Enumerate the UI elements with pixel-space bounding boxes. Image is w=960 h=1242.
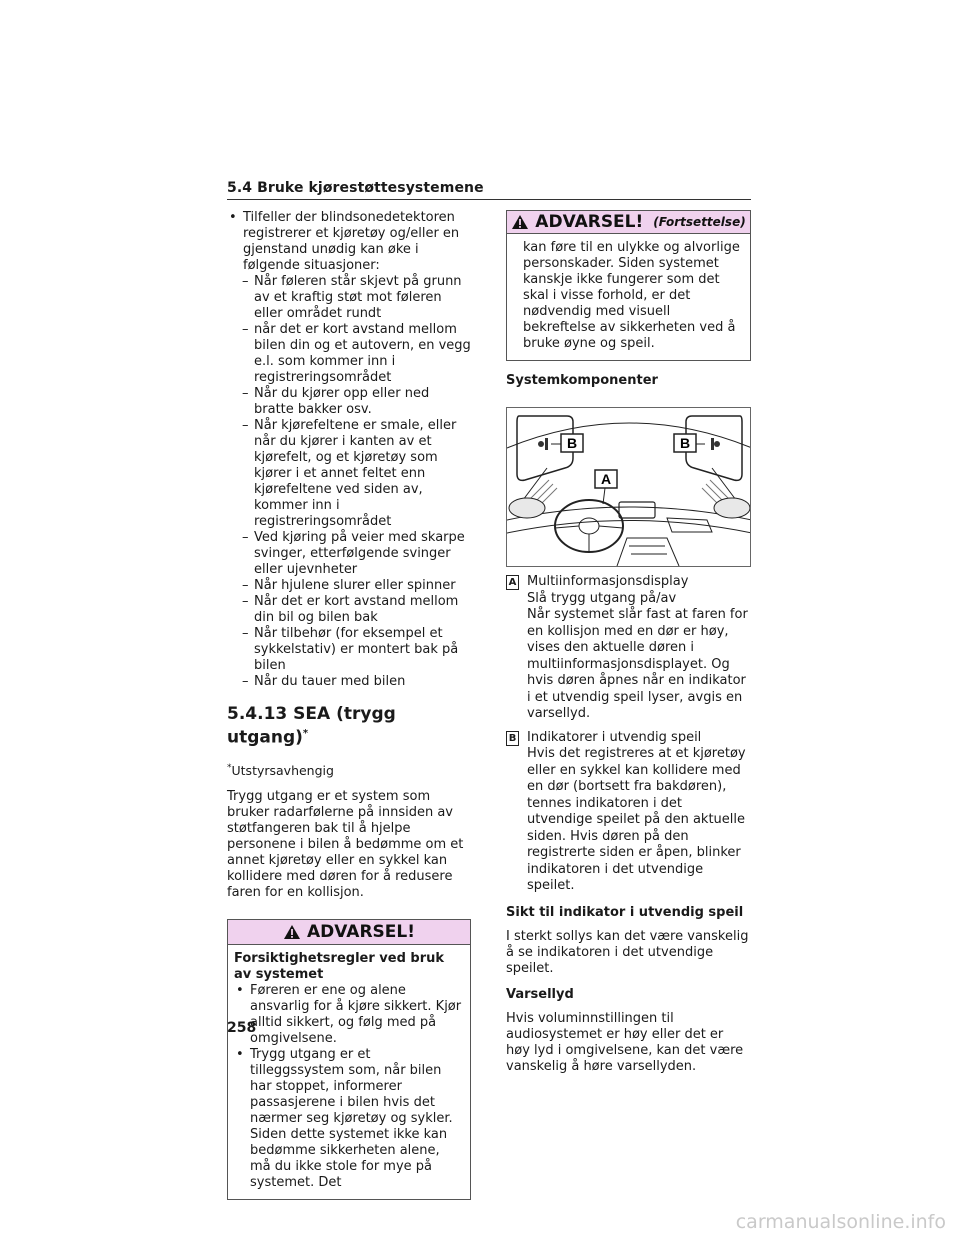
intro-paragraph: Trygg utgang er et system som bruker radarfølerne på innsiden av støtfangeren bak til å hjelpe personene i bilen å bedømme om et annet kjøretøy eller en sykkel kan kollidere med døren for å redusere faren for en kollisjon. — [227, 788, 464, 900]
dash-item: – Ved kjøring på veier med skarpe svinger, etterfølgende svinger eller ujevnheter — [242, 530, 465, 577]
page-header — [227, 180, 751, 200]
dash-item: – Når hjulene slurer eller spinner — [242, 578, 456, 593]
right-column — [506, 210, 751, 1075]
components-title: Systemkomponenter — [506, 373, 658, 388]
warning-continued-header — [507, 211, 750, 234]
callout-b-line: Hvis det registreres at et kjøretøy eller en sykkel kan kollidere med en dør (bortsett fra bakdøren), tennes indikatoren i det utvendige speilet på den aktuelle siden. Hvis døren på den registrerte siden er åpen, blinker indikatoren i det utvendige speilet. — [527, 746, 746, 893]
left-column — [227, 210, 471, 1200]
header-title: 5.4 Bruke kjørestøttesystemene — [227, 180, 484, 196]
callout-b-title: Indikatorer i utvendig speil — [527, 729, 702, 745]
warning-continued-box — [506, 210, 751, 361]
dash-item: – Når du tauer med bilen — [242, 674, 406, 689]
label-a: A — [600, 471, 612, 487]
label-b-right: B — [679, 435, 691, 451]
warning-triangle-icon — [511, 214, 529, 230]
callout-a-title: Multiinformasjonsdisplay — [527, 574, 689, 589]
warning-header — [228, 920, 470, 945]
warning-bullet: • Føreren er ene og alene ansvarlig for å kjøre sikkert. Kjør alltid sikkert, og følg med på omgivelsene. — [234, 983, 464, 1047]
section-title: 5.4.13 SEA (trygg utgang)* — [227, 704, 396, 748]
header-rule — [227, 199, 751, 200]
callout-b — [506, 730, 751, 895]
warning-body — [228, 945, 470, 1199]
system-components-figure — [506, 407, 751, 567]
dash-item: – Når føleren står skjevt på grunn av et kraftig støt mot føleren eller området rundt — [242, 274, 462, 321]
warning-heading: Forsiktighetsregler ved bruk av systemet — [234, 950, 445, 982]
intro-bullet: • Tilfeller der blindsonedetektoren registrerer et kjøretøy og/eller en gjenstand unødig kan øke i følgende situasjoner: — [227, 210, 471, 274]
warning-bullet: • Trygg utgang er et tilleggssystem som, når bilen har stoppet, informerer passasjerene i bilen hvis det nærmer seg kjøretøy og sykler. Siden dette systemet ikke kan bedømme sikkerheten alene, må du ikke stole for mye på systemet. Det — [234, 1047, 464, 1191]
dash-item: – Når det er kort avstand mellom din bil og bilen bak — [242, 594, 459, 625]
callout-a-label: A — [506, 575, 519, 590]
warning-title: ADVARSEL! — [307, 921, 415, 942]
callout-a-line: Når systemet slår fast at faren for en kollisjon med en dør er høy, vises den aktuelle døren i multiinformasjonsdisplayet. Og hvis døren åpnes når en indikator i et utvendig speil lyser, avgis en varsellyd. — [527, 607, 748, 721]
dash-item: – når det er kort avstand mellom bilen din og et autovern, en vegg e.l. som kommer inn i registreringsområdet — [242, 322, 471, 385]
dash-item: – Når kjørefeltene er smale, eller når du kjører i kanten av et kjørefelt, og et kjøretøy som kjører i et annet feltet enn kjørefeltene ved siden av, kommer inn i registreringsområdet — [242, 418, 457, 529]
dash-item: – Når du kjører opp eller ned bratte bakker osv. — [242, 386, 430, 417]
warning-continued-text: kan føre til en ulykke og alvorlige personskader. Siden systemet kanskje ikke fungerer som det skal i visse forhold, er det nødvendig med visuell bekreftelse av sikkerheten ved å bruke øyne og speil. — [523, 240, 740, 351]
warning-continued-title: ADVARSEL! — [535, 212, 644, 232]
warning-triangle-icon — [283, 924, 301, 940]
warning-box — [227, 919, 471, 1200]
page-number: 258 — [227, 1020, 257, 1036]
continued-label: (Fortsettelse) — [653, 215, 746, 229]
dash-item: – Når tilbehør (for eksempel et sykkelstativ) er montert bak på bilen — [242, 626, 459, 673]
dash-list — [227, 274, 471, 690]
car-interior-illustration — [507, 408, 751, 566]
equipment-note: *Utstyrsavhengig — [227, 762, 334, 778]
subheading-mirror-visibility: Sikt til indikator i utvendig speil — [506, 904, 744, 920]
label-b-left: B — [566, 435, 578, 451]
callout-b-label: B — [506, 731, 519, 746]
callout-a-line: Slå trygg utgang på/av — [527, 590, 677, 606]
paragraph-mirror-visibility: I sterkt sollys kan det være vanskelig å se indikatoren i det utvendige speilet. — [506, 928, 749, 976]
subheading-warning-sound: Varsellyd — [506, 986, 574, 1002]
watermark: carmanualsonline.info — [735, 1211, 946, 1233]
paragraph-warning-sound: Hvis voluminnstillingen til audiosystemet er høy eller det er høy lyd i omgivelsene, kan det være vanskelig å høre varsellyden. — [506, 1010, 744, 1074]
callout-a — [506, 574, 751, 723]
